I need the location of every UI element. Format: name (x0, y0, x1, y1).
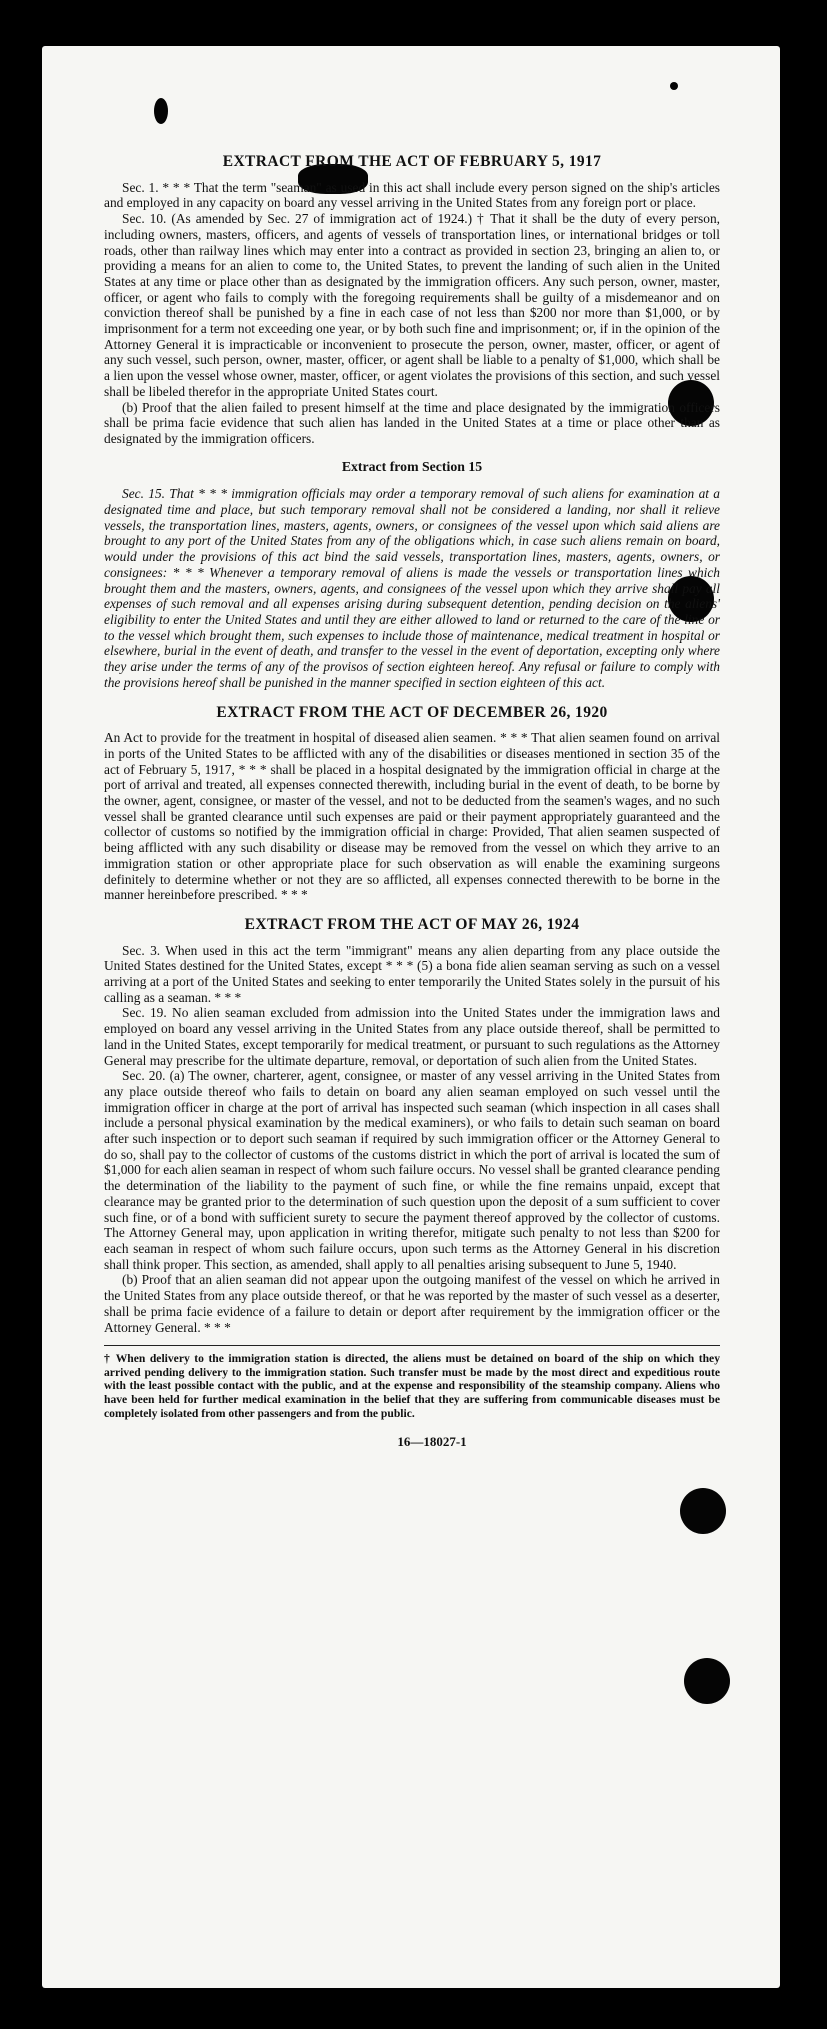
section-20-paragraph: Sec. 20. (a) The owner, charterer, agent, consignee, or master of any vessel arriving in the United States from any place outside thereof who fails to detain on board any alien seaman employed on such vessel until the immigration officer in charge at the port of arrival has inspected such seaman (which inspection in all cases shall include a personal physical examination by the medical examiners), or who fails to detain such seaman on board after such inspection or to deport such seaman if required by such immigration officer or the Attorney General to do so, shall pay to the collector of customs of the customs district in which the port of arrival is located the sum of $1,000 for each alien seaman in respect of whom such failure occurs. No vessel shall be granted clearance pending the determination of the liability to the payment of such fine, or while the fine remains unpaid, except that clearance may be granted prior to the determination of such question upon the deposit of a sum sufficient to cover such fine, or of a bond with sufficient surety to secure the payment thereof approved by the collector of customs. The Attorney General may, upon application in writing therefor, mitigate such penalty to not less than $200 for each seaman in respect of whom such failure occurs, upon such terms as the Attorney General in his discretion shall think proper. This section, as amended, shall apply to all penalties arising subsequent to June 5, 1940. (104, 1068, 720, 1272)
punch-hole-3 (680, 1488, 726, 1534)
ink-blot-top-left (154, 98, 168, 124)
heading-act-1920: EXTRACT FROM THE ACT OF DECEMBER 26, 1920 (216, 703, 608, 721)
subheading-section-15: Extract from Section 15 (341, 458, 483, 474)
section-1-paragraph: Sec. 1. * * * That the term "seaman" as used in this act shall include every person signed on the ship's articles and employed in any capacity on board any vessel arriving in the United States from any foreign port or place. (104, 179, 720, 211)
section-10-paragraph: Sec. 10. (As amended by Sec. 27 of immigration act of 1924.) † That it shall be the duty of every person, including owners, masters, officers, and agents of vessels of transportation lines, or international bridges or toll roads, other than railway lines which may enter into a contract as provided in section 23, bringing an alien to, or providing a means for an alien to come to, the United States, to prevent the landing of such alien in the United States at any time or place other than as designated by the immigration officers. Any such person, owner, master, officer, or agent who fails to comply with the foregoing requirements shall be guilty of a misdemeanor and on conviction thereof shall be punished by a fine in each case of not less than $200 nor more than $1,000, or by imprisonment for a term not exceeding one year, or by both such fine and imprisonment; or, if in the opinion of the Attorney General it is impracticable or inconvenient to prosecute the person, owner, master, officer, or agent of any such vessel, such person, owner, master, officer, or agent shall be liable to a penalty of $1,000, which shall be a lien upon the vessel whose owner, master, officer, or agent violates the provisions of this section, and such vessel shall be libeled therefor in the appropriate United States court. (104, 211, 720, 399)
section-19-paragraph: Sec. 19. No alien seaman excluded from admission into the United States under the immigration laws and employed on board any vessel arriving in the United States from any place outside thereof, shall be permitted to land in the United States, except temporarily for medical treatment, or pursuant to such regulations as the Attorney General may prescribe for the ultimate departure, removal, or deportation of such alien from the United States. (104, 1005, 720, 1068)
section-15-paragraph: Sec. 15. That * * * immigration officials may order a temporary removal of such aliens for examination at a designated time and place, but such temporary removal shall not be considered a landing, nor shall it relieve vessels, the transportation lines, masters, agents, owners, or consignees of the vessel upon which said aliens are brought to any port of the United States from any of the obligations which, in case such aliens remain on board, would under the provisions of this act bind the said vessels, transportation lines, masters, agents, owners, or consignees: * * * Whenever a temporary removal of aliens is made the vessels or transportation lines which brought them and the masters, owners, agents, and consignees of the vessel upon which they arrive shall pay all expenses of such removal and all expenses arising during subsequent detention, pending decision on the aliens' eligibility to enter the United States and until they are either allowed to land or returned to the care of the line or to the vessel which brought them, such expenses to include those of maintenance, medical treatment in hospital or elsewhere, burial in the event of death, and transfer to the vessel in the event of deportation, excepting only where they arise under the terms of any of the provisos of section eighteen hereof. Any refusal or failure to comply with the provisions hereof shall be punished in the manner specified in section eighteen of this act. (104, 486, 720, 690)
footnote: † When delivery to the immigration station is directed, the aliens must be detained on board of the ship on which they arrived pending delivery to the immigration station. Such transfer must be made by the most direct and expeditious route with the least possible contact with the public, and at the expense and responsibility of the steamship company. Aliens who have been held for further medical examination in the belief that they are suffering from communicable diseases must be completely isolated from other passengers and from the public. (104, 1345, 720, 1420)
act-1920-paragraph: An Act to provide for the treatment in hospital of diseased alien seamen. * * * That alien seamen found on arrival in ports of the United States to be afflicted with any of the disabilities or diseases mentioned in section 35 of the act of February 5, 1917, * * * shall be placed in a hospital designated by the immigration official in charge at the port of arrival and treated, all expenses connected therewith, including burial in the event of death, to be borne by the owner, agent, consignee, or master of the vessel, and not to be deducted from the seamen's wages, and no such vessel shall be granted clearance until such expenses are paid or their payment appropriately guaranteed and the collector of customs so notified by the immigration official in charge: Provided, That alien seamen suspected of being afflicted with any such disability or disease may be removed from the vessel on which they arrive to an immigration station or other appropriate place for such observation as will enable the examining surgeons definitely to determine whether or not they are so afflicted, all expenses connected therewith to be borne in the manner hereinbefore prescribed. * * * (104, 730, 720, 903)
section-20-b-paragraph: (b) Proof that an alien seaman did not appear upon the outgoing manifest of the vessel on which he arrived in the United States from any place outside thereof, or that he was reported by the master of such vessel as a deserter, shall be prima facie evidence of a failure to detain or deport after requirement by the immigration officer or the Attorney General. * * * (104, 1272, 720, 1335)
section-15-block (104, 486, 720, 690)
section-10-b-paragraph: (b) Proof that the alien failed to present himself at the time and place designated by the immigration officers shall be prima facie evidence that such alien has landed in the United States at a time or place other than as designated by the immigration officers. (104, 399, 720, 446)
heading-act-1917: EXTRACT FROM THE ACT OF FEBRUARY 5, 1917 (222, 153, 602, 170)
heading-act-1924: EXTRACT FROM THE ACT OF MAY 26, 1924 (244, 915, 580, 933)
punch-hole-4 (684, 1658, 730, 1704)
ink-dot-top-right (670, 82, 678, 90)
section-3-paragraph: Sec. 3. When used in this act the term "immigrant" means any alien departing from any place outside the United States destined for the United States, except * * * (5) a bona fide alien seaman serving as such on a vessel arriving at a port of the United States and seeking to enter temporarily the United States solely in the pursuit of his calling as a seaman. * * * (104, 942, 720, 1005)
form-number: 16—18027-1 (397, 1434, 467, 1450)
document-body (104, 154, 720, 1450)
document-page (42, 46, 780, 1988)
